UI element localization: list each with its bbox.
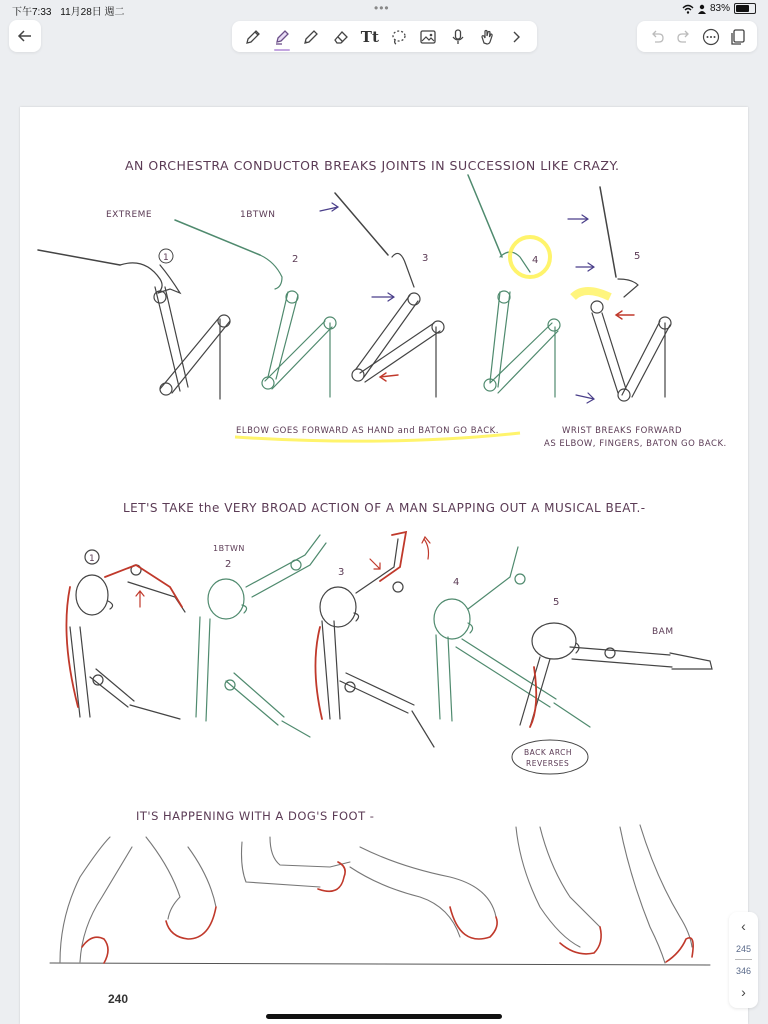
page-artwork xyxy=(20,107,748,1024)
eraser-tool-button[interactable] xyxy=(330,26,352,48)
frame-3-label: 3 xyxy=(422,253,429,264)
arrow-left-icon xyxy=(17,28,33,44)
beat-frame-5-label: 5 xyxy=(553,597,560,608)
label-reverses: REVERSES xyxy=(526,759,570,768)
hand-tool-button[interactable] xyxy=(476,26,498,48)
document-page[interactable] xyxy=(20,107,748,1024)
highlighter-tool-button[interactable] xyxy=(271,26,293,48)
more-options-button[interactable] xyxy=(700,26,722,48)
page-divider xyxy=(735,959,752,960)
frame-5-label: 5 xyxy=(634,251,641,262)
drawing-toolbar xyxy=(232,21,537,52)
caption-elbow-fingers: AS ELBOW, FINGERS, BATON GO BACK. xyxy=(544,439,727,449)
highlight-stroke xyxy=(573,291,610,297)
text-icon: Tt xyxy=(360,27,379,46)
redo-button[interactable] xyxy=(673,26,695,48)
pen-tool-button[interactable] xyxy=(242,26,264,48)
label-btwn-2: 1BTWN xyxy=(213,544,245,553)
lasso-icon xyxy=(390,28,408,46)
multitasking-dots-icon[interactable]: ••• xyxy=(374,1,390,15)
eraser-icon xyxy=(332,28,350,46)
current-page-number[interactable]: 245 xyxy=(735,944,752,954)
total-pages: 346 xyxy=(735,966,752,976)
label-bam: BAM xyxy=(652,627,674,637)
battery-icon xyxy=(734,3,756,14)
previous-page-button[interactable]: ‹ xyxy=(741,918,746,934)
image-icon xyxy=(419,28,437,46)
page-navigator xyxy=(729,912,758,1008)
back-button[interactable] xyxy=(9,20,41,52)
lasso-tool-button[interactable] xyxy=(388,26,410,48)
pages-button[interactable] xyxy=(727,26,749,48)
frame-1-label: 1 xyxy=(163,253,170,263)
label-extreme: EXTREME xyxy=(106,210,153,220)
pen-icon xyxy=(244,28,262,46)
copy-pages-icon xyxy=(729,28,747,46)
more-horizontal-icon xyxy=(702,28,720,46)
beat-frame-1-label: 1 xyxy=(89,554,96,564)
status-time: 下午7:33 xyxy=(12,7,52,18)
printed-page-number: 240 xyxy=(108,992,129,1006)
frame-2-label: 2 xyxy=(292,254,299,265)
section2-title: LET'S TAKE the VERY BROAD ACTION OF A MAN SLAPPING OUT A MUSICAL BEAT.- xyxy=(123,501,646,515)
battery-percent: 83% xyxy=(709,3,730,14)
section3-title: IT'S HAPPENING WITH A DOG'S FOOT - xyxy=(136,809,375,823)
frame-4-label: 4 xyxy=(532,255,539,266)
beat-frame-2-label: 2 xyxy=(225,559,232,570)
text-tool-button[interactable] xyxy=(359,26,381,48)
status-date: 11月28日 週二 xyxy=(60,7,125,18)
more-tools-button[interactable] xyxy=(505,26,527,48)
caption-elbow-forward: ELBOW GOES FORWARD AS HAND and BATON GO BACK. xyxy=(236,426,499,436)
beat-frame-3-label: 3 xyxy=(338,567,345,578)
undo-icon xyxy=(648,28,666,46)
label-btwn-1: 1BTWN xyxy=(240,210,276,220)
document-controls xyxy=(637,21,757,52)
wifi-icon xyxy=(682,4,694,14)
person-icon xyxy=(698,4,706,14)
pencil-icon xyxy=(302,28,320,46)
hand-icon xyxy=(478,28,496,46)
beat-frame-4-label: 4 xyxy=(453,577,460,588)
dog-foot-drawings xyxy=(50,825,710,965)
redo-icon xyxy=(675,28,693,46)
next-page-button[interactable]: › xyxy=(741,984,746,1000)
microphone-tool-button[interactable] xyxy=(447,26,469,48)
microphone-icon xyxy=(449,28,467,46)
home-indicator[interactable] xyxy=(266,1014,502,1019)
section1-title: AN ORCHESTRA CONDUCTOR BREAKS JOINTS IN SUCCESSION LIKE CRAZY. xyxy=(125,158,620,173)
image-tool-button[interactable] xyxy=(417,26,439,48)
status-bar xyxy=(0,0,768,18)
undo-button[interactable] xyxy=(646,26,668,48)
label-back-arch: BACK ARCH xyxy=(524,748,573,757)
highlighter-icon xyxy=(273,28,291,46)
pencil-tool-button[interactable] xyxy=(300,26,322,48)
caption-wrist-breaks: WRIST BREAKS FORWARD xyxy=(562,426,683,436)
chevron-right-icon xyxy=(507,28,525,46)
man-slapping-beat-drawings xyxy=(66,532,712,774)
